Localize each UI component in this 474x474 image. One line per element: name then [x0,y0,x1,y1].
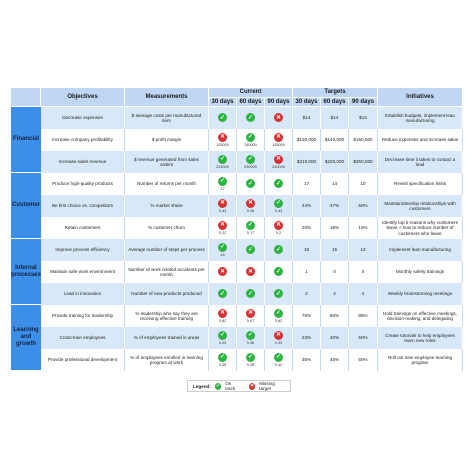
header-target-90: 90 days [349,98,378,107]
check-icon: ✓ [215,383,221,389]
target-cell: 47% [321,195,349,217]
current-cell [265,283,293,305]
check-icon: ✓ [219,156,226,163]
current-cell [209,195,237,217]
current-value: 215000 [216,164,229,169]
x-icon: ✕ [247,310,254,317]
current-value: 0.43 [218,208,227,213]
current-cell [265,151,293,173]
target-cell: 13 [349,239,378,261]
current-cell [237,261,265,283]
check-icon: ✓ [247,290,254,297]
initiative-cell: Revisit specification limits [378,173,463,195]
current-cell [265,173,293,195]
current-cell [237,107,265,129]
target-cell: 2 [293,283,321,305]
current-cell [265,327,293,349]
measurement-cell: % market share [125,195,209,217]
measurement-cell: Number of work related accidents per month [125,261,209,283]
measurement-cell: $ profit margin [125,129,209,151]
current-cell [265,349,293,371]
target-cell: 45% [321,349,349,371]
current-value: 0.82 [218,318,227,323]
target-cell: $250,000 [349,151,378,173]
check-icon: ✓ [247,354,254,361]
x-icon: ✕ [275,222,282,229]
table-row [41,107,463,129]
target-cell: 50% [349,195,378,217]
current-value: 125000 [216,142,229,147]
check-icon: ✓ [219,114,226,121]
check-icon: ✓ [247,246,254,253]
current-cell [237,173,265,195]
header-current-90: 90 days [265,98,293,107]
current-cell [237,217,265,239]
check-icon: ✓ [247,134,254,141]
objective-cell: Decrease expenses [41,107,125,129]
measurement-cell: % customer churn [125,217,209,239]
header-target-60: 60 days [321,98,349,107]
x-icon: ✕ [275,332,282,339]
current-cell [209,349,237,371]
target-cell: 85% [349,305,378,327]
check-icon: ✓ [275,290,282,297]
x-icon: ✕ [247,200,254,207]
current-cell [265,107,293,129]
x-icon: ✕ [275,134,282,141]
header-target-30: 30 days [293,98,321,107]
table-row [41,151,463,173]
table-row [41,217,463,239]
target-cell: $140,000 [321,129,349,151]
check-icon: ✓ [275,354,282,361]
table-row [41,129,463,151]
objective-cell: Be first choice vs. competitors [41,195,125,217]
check-icon: ✓ [275,268,282,275]
target-cell: 50% [349,349,378,371]
current-cell [265,261,293,283]
current-cell [209,107,237,129]
target-cell: 80% [321,305,349,327]
initiative-cell: Identify top 5 reasons why customers leave + how to reduce number of customers who leave [378,217,463,239]
target-cell: 16 [293,239,321,261]
check-icon: ✓ [219,244,226,251]
measurement-cell: $ average costs per manufactured item [125,107,209,129]
current-value: 0.17 [246,230,255,235]
target-cell: 44% [293,195,321,217]
target-cell: 50% [349,327,378,349]
objective-cell: Provide training for leadership [41,305,125,327]
balanced-scorecard [11,88,463,373]
table-row [41,239,463,261]
initiative-cell: Roll out new employee learning program [378,349,463,371]
initiative-cell: Create tutorials to help employees learn new roles [378,327,463,349]
table-row [41,173,463,195]
x-icon: ✕ [219,134,226,141]
target-cell: 40% [321,327,349,349]
target-cell: 14 [321,173,349,195]
check-icon: ✓ [219,354,226,361]
check-icon: ✓ [219,332,226,339]
header-blank [11,88,41,107]
x-icon: ✕ [247,268,254,275]
check-icon: ✓ [247,156,254,163]
x-icon: ✕ [275,114,282,121]
target-cell: 15% [349,217,378,239]
target-cell: $150,000 [349,129,378,151]
header-current-60: 60 days [237,98,265,107]
check-icon: ✓ [247,222,254,229]
legend-on-track: On track [225,381,236,391]
x-icon: ✕ [219,200,226,207]
current-cell [237,327,265,349]
target-cell: 0 [321,261,349,283]
current-cell [209,261,237,283]
measurement-cell: Average number of steps per process [125,239,209,261]
measurement-cell: % leadership who say they are receiving effective training [125,305,209,327]
current-value: 0.82 [274,318,283,323]
measurement-cell: $ revenue generated from sales orders [125,151,209,173]
target-cell: 18% [321,217,349,239]
measurement-cell: Number of new products produced [125,283,209,305]
x-icon: ✕ [219,222,226,229]
measurement-cell: Number of returns per month [125,173,209,195]
check-icon: ✓ [275,246,282,253]
target-cell: 10 [349,173,378,195]
header-current-30: 30 days [209,98,237,107]
current-cell [209,327,237,349]
table-row [41,195,463,217]
current-value: 145000 [272,142,285,147]
objective-cell: Maintain safe work environment [41,261,125,283]
check-icon: ✓ [275,180,282,187]
current-cell [237,305,265,327]
target-cell: 15 [321,239,349,261]
target-cell: 4 [321,283,349,305]
header-current: Current [209,88,293,98]
target-cell: $14 [321,107,349,129]
perspective-label: Financial [11,107,41,173]
current-cell [237,195,265,217]
initiative-cell: Reduce expenses and increase sales [378,129,463,151]
target-cell: 4 [349,283,378,305]
header-targets: Targets [293,88,378,98]
current-value: 0.23 [218,340,227,345]
measurement-cell: % of employees trained in areas [125,327,209,349]
target-cell: $14 [293,107,321,129]
current-value: 0.42 [274,362,283,367]
check-icon: ✓ [247,114,254,121]
measurement-cell: % of employees enrolled in learning program at work [125,349,209,371]
check-icon: ✓ [219,178,226,185]
x-icon: ✕ [219,310,226,317]
header-objectives: Objectives [41,88,125,107]
current-value: 0.67 [246,318,255,323]
current-cell [265,129,293,151]
objective-cell: Cross-train employees [41,327,125,349]
current-cell [237,239,265,261]
target-cell: 35% [293,349,321,371]
current-cell [237,129,265,151]
current-value: 0.43 [274,208,283,213]
target-cell: $210,000 [293,151,321,173]
header-initiatives: Initiatives [378,88,463,107]
current-value: 0.2 [275,230,282,235]
current-value: 230000 [244,164,257,169]
check-icon: ✓ [247,332,254,339]
objective-cell: Improve process efficiency [41,239,125,261]
target-cell: $130,000 [293,129,321,151]
target-cell: 23% [293,327,321,349]
current-value: 0.46 [246,208,255,213]
current-cell [265,195,293,217]
objective-cell: Lead in innovation [41,283,125,305]
initiative-cell: Monthly safety trainings [378,261,463,283]
objective-cell: Produce high-quality products [41,173,125,195]
perspective-label: Internal processes [11,239,41,305]
target-cell: 17 [293,173,321,195]
initiative-cell: Maintain/develop relationships with customers [378,195,463,217]
current-value: 0.38 [246,362,255,367]
current-cell [209,151,237,173]
perspective-label: Customer [11,173,41,239]
current-cell [209,129,237,151]
current-cell [237,151,265,173]
legend-missing: Missing target [259,381,275,391]
initiative-cell: Establish budgets, implement lean manufacturing [378,107,463,129]
target-cell: 0 [349,261,378,283]
x-icon: ✕ [219,268,226,275]
x-icon: ✕ [275,156,282,163]
header-measurements: Measurements [125,88,209,107]
objective-cell: Increase company profitability [41,129,125,151]
current-value: 0.38 [218,362,227,367]
target-cell: $220,000 [321,151,349,173]
target-cell: $13 [349,107,378,129]
objective-cell: Retain customers [41,217,125,239]
objective-cell: Increase sales revenue [41,151,125,173]
current-cell [209,217,237,239]
legend-title: Legend: [193,383,211,389]
initiative-cell: Hold trainings on effective meetings, decision-making, and delegating [378,305,463,327]
check-icon: ✓ [247,180,254,187]
target-cell: 20% [293,217,321,239]
initiative-cell: Weekly brainstorming meetings [378,283,463,305]
current-cell [209,239,237,261]
current-value: 0.36 [246,340,255,345]
current-cell [237,349,265,371]
check-icon: ✓ [275,310,282,317]
initiative-cell: Decrease time it takes to contact a lead [378,151,463,173]
check-icon: ✓ [275,200,282,207]
current-cell [209,305,237,327]
perspective-label: Learning and growth [11,305,41,371]
objective-cell: Provide professional development [41,349,125,371]
current-value: 0.22 [218,230,227,235]
current-cell [209,283,237,305]
table-row [41,327,463,349]
current-cell [265,305,293,327]
initiative-cell: Implement lean manufacturing [378,239,463,261]
current-value: 240000 [272,164,285,169]
legend [187,380,291,392]
table-row [41,261,463,283]
table-row [41,349,463,371]
x-icon: ✕ [249,383,255,389]
current-value: 140000 [244,142,257,147]
current-value: 17 [220,186,225,191]
current-cell [265,217,293,239]
target-cell: 1 [293,261,321,283]
target-cell: 75% [293,305,321,327]
current-cell [265,239,293,261]
current-value: 0.33 [274,340,283,345]
current-value: 16 [220,252,225,257]
current-cell [237,283,265,305]
table-row [41,283,463,305]
table-row [41,305,463,327]
check-icon: ✓ [219,290,226,297]
current-cell [209,173,237,195]
